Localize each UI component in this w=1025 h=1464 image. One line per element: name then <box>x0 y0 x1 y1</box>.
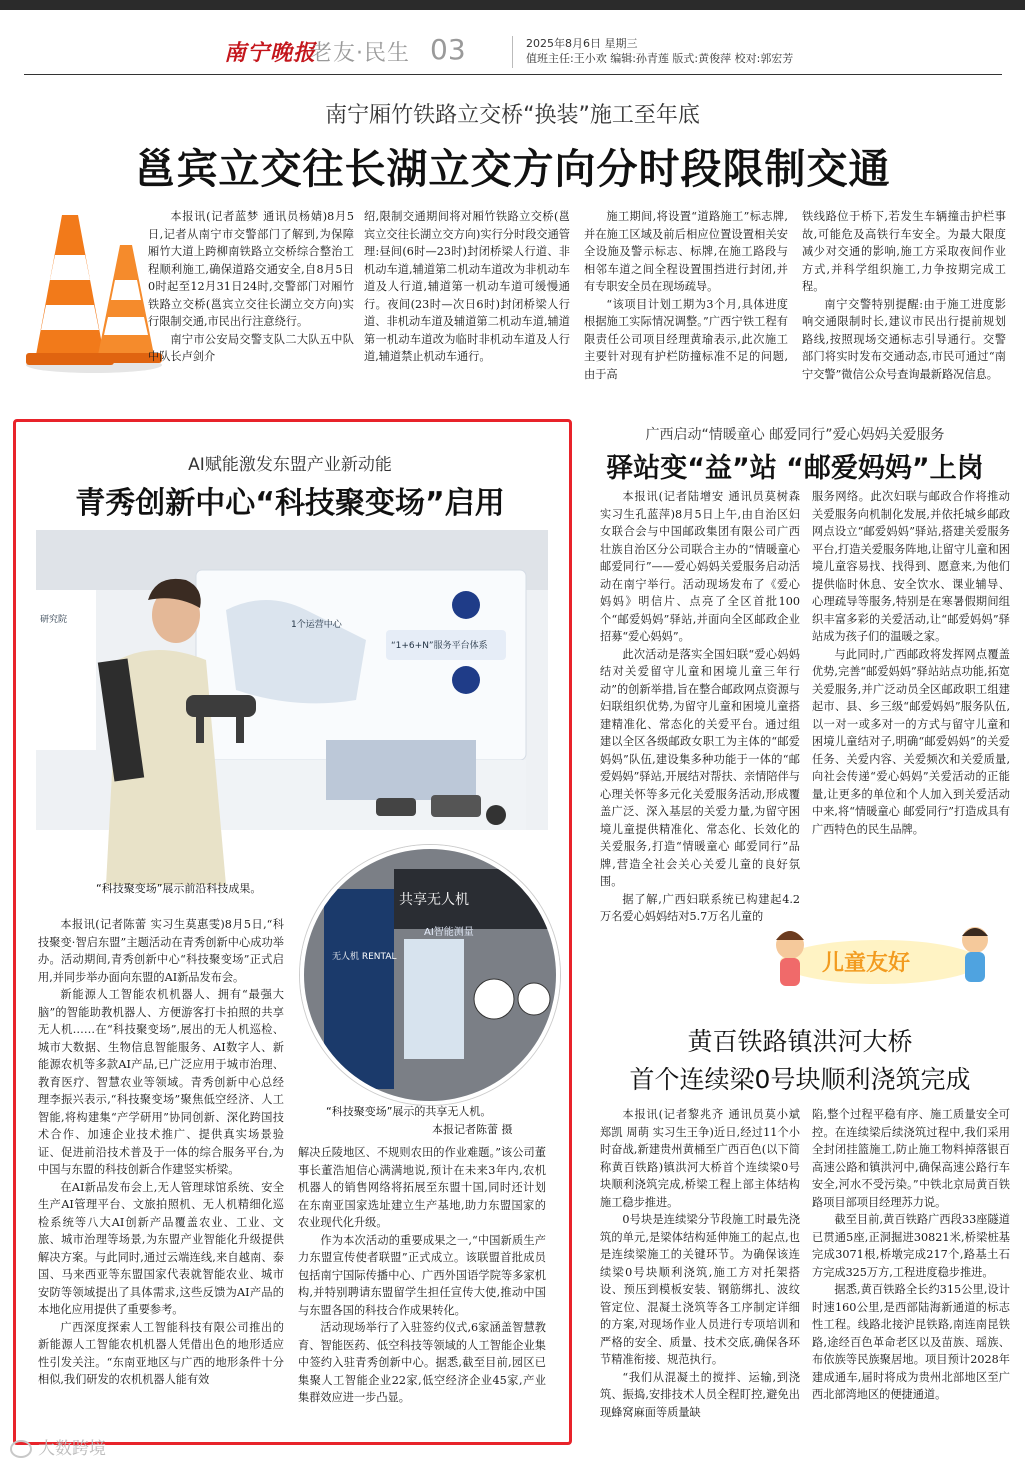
story4-a-p1: 本报讯(记者黎兆齐 通讯员莫小斌 郑凯 周萌 实习生王争)近日,经过11个小时奋战,新建贵州黄桶至广西百色(以下简称黄百铁路)镇洪河大桥首个连续梁0号块顺利浇筑完成,桥梁工程上部主体结构施工稳步推进。 <box>600 1108 800 1209</box>
watermark <box>10 1434 106 1459</box>
masthead-rule <box>24 74 1002 75</box>
drone-side-text: 无人机 RENTAL <box>332 952 397 962</box>
story1-col4 <box>802 208 1006 393</box>
story3-a-p3: 据了解,广西妇联系统已构建起4.2万名爱心妈妈结对5.7万名儿童的 <box>600 892 800 923</box>
children-icon <box>760 910 1000 1010</box>
story1-col1-p2: 南宁市公安局交警支队二大队五中队中队长卢剑介 <box>148 332 354 363</box>
story1-col1-p1: 本报讯(记者蓝梦 通讯员杨婧)8月5日,记者从南宁市交警部门了解到,为保障厢竹大道上跨柳南铁路立交桥综合整治工程顺利施工,确保道路交通安全,自8月5日0时起至12月31日24时,交警部门对厢竹铁路立交桥(邕宾立交往长湖立交方向)实行限制交通,市民出行注意绕行。 <box>148 210 354 328</box>
story3-kicker: 广西启动“情暖童心 邮爱同行”爱心妈妈关爱服务 <box>645 427 945 443</box>
story3-headline: 驿站变“益”站 “邮爱妈妈”上岗 <box>606 453 984 484</box>
story2-kicker: AI赋能激发东盟产业新动能 <box>188 455 392 475</box>
story4-col-a <box>600 1106 800 1442</box>
newspaper-logo: 南宁晚报 <box>224 40 317 66</box>
story4-b-p1: 陷,整个过程平稳有序、施工质量安全可控。在连续梁后续浇筑过程中,我们采用全封闭挂篮施工,防止施工物料掉落银百高速公路和镇洪河中,确保高速公路行车安全,河水不受污染。”中铁北京局黄百铁路项目部项目经理苏力说。 <box>812 1108 1010 1209</box>
masthead-divider <box>512 36 513 68</box>
exhibition-scene <box>36 530 548 885</box>
story4-col-b <box>812 1106 1010 1442</box>
story2-right-p1: 解决丘陵地区、不规则农田的作业难题。”该公司董事长董浩旭信心满满地说,预计在未来3年内,农机机器人的销售网络将拓展至东盟十国,同时还计划在东南亚国家选址建立生产基地,助力东盟国家的农业现代化升级。 <box>298 1146 546 1229</box>
children-friendly-text: 儿童友好 <box>822 951 911 976</box>
story2-right-p2: 作为本次活动的重要成果之一,“中国新质生产力东盟宣传使者联盟”正式成立。该联盟首批成员包括南宁国际传播中心、广西外国语学院等多家机构,并特别聘请东盟留学生担任宣传大使,推动中国与东盟各国的科技合作成果转化。 <box>298 1233 546 1317</box>
story4-headline-line2: 首个连续梁0号块顺利浇筑完成 <box>629 1065 971 1094</box>
story3-col-b <box>812 488 1010 892</box>
story1-col4-p1: 铁线路位于桥下,若发生车辆撞击护栏事故,可能危及高铁行车安全。为最大限度减少对交通的影响,施工方采取夜间作业方式,并科学组织施工,力争按期完成工程。 <box>802 210 1006 293</box>
story3-a-p1: 本报讯(记者陆增安 通讯员莫树森 实习生孔蓝萍)8月5日上午,由自治区妇女联合会与中国邮政集团有限公司广西壮族自治区分公司联合主办的“情暖童心 邮爱同行”——爱心妈妈关爱服务启动活动在南宁举行。活动现场发布了《爱心妈妈》明信片、点亮了全区首批100个“邮爱妈妈”驿站,并面向全区邮政企业招募“爱心妈妈”。 <box>600 490 800 643</box>
drone-box-text: AI智能测量 <box>424 927 474 938</box>
story1-headline: 邕宾立交往长湖立交方向分时段限制交通 <box>134 145 891 193</box>
drone-kiosk-photo <box>300 845 560 1105</box>
story1-col4-p2: 南宁交警特别提醒:由于施工进度影响交通限制时长,建议市民出行提前规划路线,按照现场交通标志引导通行。交警部门将实时发布交通动态,市民可通过“南宁交警”微信公众号查询最新路况信息。 <box>802 297 1006 381</box>
story4-headline-line1: 黄百铁路镇洪河大桥 <box>687 1027 913 1056</box>
masthead-meta <box>526 36 793 66</box>
page-number: 03 <box>430 33 466 66</box>
watermark-text: 大数跨境 <box>38 1439 106 1459</box>
story2-left-p3: 在AI新品发布会上,无人管理球馆系统、安全生产AI管理平台、文旅拍照机、无人机精细化巡检系统等八大AI创新产品覆盖农业、工业、文旅、城市治理等场景,为东盟产业智能化升级提供解决方案。与此同时,通过云端连线,来自越南、泰国、马来西亚等东盟国家代表就智能农业、城市安防等领域提出了具体需求,这些反馈为AI产品的本地化应用提供了重要参考。 <box>38 1180 284 1316</box>
date-line: 2025年8月6日 星期三 <box>526 37 638 50</box>
story2-left-p2: 新能源人工智能农机机器人、拥有“最强大脑”的智能助教机器人、方便游客打卡拍照的共享无人机……在“科技聚变场”,展出的无人机巡检、城市大数据、生物信息智能服务、AI数字人、新能源农机等多款AI产品,已广泛应用于城市治理、教育医疗、智慧农业等领域。青秀创新中心总经理李振兴表示,“科技聚变场”聚焦低空经济、人工智能,将构建集“产学研用”协同创新、深化跨国技术合作、加速企业技术推广、提供真实场景验证、促进前沿技术普及于一体的综合服务平台,为中国与东盟的科技创新合作建竖实桥梁。 <box>38 988 284 1176</box>
drone-kiosk-scene <box>304 849 556 1101</box>
story2-col-right <box>298 1144 546 1430</box>
story1-col3-p1: 施工期间,将设置“道路施工”标志牌,并在施工区域及前后相应位置设置相关安全设施及警示标志、标牌,在施工路段与相邻车道之间全程设置围挡进行封闭,并有专职安全员在现场疏导。 <box>584 210 788 293</box>
story4-b-p3: 据悉,黄百铁路全长约315公里,设计时速160公里,是西部陆海新通道的标志性工程。线路北接沪昆铁路,南连南昆铁路,途经百色革命老区以及苗族、瑶族、布依族等民族聚居地。项目预计2028年建成通车,届时将成为贵州北部地区至广西北部湾地区的便捷通道。 <box>812 1283 1010 1401</box>
story4-b-p2: 截至目前,黄百铁路广西段33座隧道已贯通5座,正洞掘进30821米,桥梁桩基完成3071根,桥墩完成217个,路基土石方完成325万方,工程进度稳步推进。 <box>812 1213 1010 1279</box>
story2-left-p4: 广西深度探索人工智能科技有限公司推出的新能源人工智能农机机器人凭借出色的地形适应性引发关注。“东南亚地区与广西的地形条件十分相似,我们研发的农机机器人能有效 <box>38 1320 284 1386</box>
staff-line: 值班主任:王小欢 编辑:孙青莲 版式:黄俊萍 校对:郭宏芳 <box>526 52 794 65</box>
photo1-caption: “科技聚变场”展示前沿科技成果。 <box>96 882 262 895</box>
display-text-b: “1+6+N”服务平台体系 <box>391 641 488 651</box>
story4-a-p2: 0号块是连续梁分节段施工时最先浇筑的单元,是梁体结构延伸施工的起点,也是连续梁施工的关键环节。为确保该连续梁0号块顺利浇筑,施工方对托架搭设、预压到模板安装、钢筋绑扎、波纹管定位、混凝土浇筑等各工序制定详细的方案,对现场作业人员进行专项培训和严格的安全、质量、技术交底,确保各环节精准衔接、规范执行。 <box>600 1213 800 1366</box>
photo2-caption: “科技聚变场”展示的共享无人机。 <box>326 1105 492 1118</box>
watermark-logo-icon <box>10 1440 32 1458</box>
story2-left-p1: 本报讯(记者陈蕾 实习生莫惠雯)8月5日,“科技聚变·智启东盟”主题活动在青秀创新中心成功举办。活动期间,青秀创新中心“科技聚变场”正式启用,并同步举办面向东盟的AI新品发布会。 <box>38 918 284 984</box>
story3-a-p2: 此次活动是落实全国妇联“爱心妈妈结对关爱留守儿童和困境儿童三年行动”的创新举措,旨在整合邮政网点资源与妇联组织优势,为留守儿童和困境儿童搭建精准化、常态化的关爱平台。通过组建以全区各级邮政女职工为主体的“邮爱妈妈”队伍,建设集多种功能于一体的“邮爱妈妈”驿站,开展结对帮扶、亲情陪伴与心理关怀等多元化关爱服务活动,形成覆盖广泛、深入基层的关爱力量,为留守困境儿童提供精准化、常态化、长效化的关爱服务,打造“情暖童心 邮爱同行”品牌,营造全社会关心关爱儿童的良好氛围。 <box>600 647 800 888</box>
story1-col3 <box>584 208 788 393</box>
photo-credit: 本报记者陈蕾 摄 <box>432 1123 513 1136</box>
children-friendly-illustration <box>760 910 1000 1010</box>
story3-b-p1: 服务网络。此次妇联与邮政合作将推动关爱服务向机制化发展,并依托城乡邮政网点设立“邮爱妈妈”驿站,搭建关爱服务平台,打造关爱服务阵地,让留守儿童和困境儿童容易找、找得到、愿意来,为他们提供临时休息、安全饮水、课业辅导、心理疏导等服务,特别是在寒暑假期间组织丰富多彩的关爱活动,让“邮爱妈妈”驿站成为孩子们的温暖之家。 <box>812 490 1010 643</box>
display-text-a: 1个运营中心 <box>291 620 342 630</box>
story1-col2 <box>364 208 570 393</box>
story1-col3-p2: “该项目计划工期为3个月,具体进度根据施工实际情况调整。”广西宁铁工程有限责任公司项目经理黄瑜表示,此次施工主要针对现有护栏防撞标准不足的问题,由于高 <box>584 297 788 381</box>
exhibition-photo <box>36 530 548 885</box>
story1-col2-p1: 绍,限制交通期间将对厢竹铁路立交桥(邕宾立交往长湖立交方向)实行分时段交通管理:昼间(6时—23时)封闭桥梁人行道、非机动车道,辅道第二机动车道改为非机动车道及人行道,辅道第一机动车道可缓慢通行。夜间(23时—次日6时)封闭桥梁人行道、非机动车道及辅道第二机动车道,辅道第一机动车道改为临时非机动车道及人行道,辅道禁止机动车通行。 <box>364 210 570 363</box>
drone-sign-text: 共享无人机 <box>399 892 469 908</box>
story2-right-p3: 活动现场举行了入驻签约仪式,6家涵盖智慧教育、智能医药、低空科技等领域的人工智能企业集中签约入驻青秀创新中心。据悉,截至目前,园区已集聚人工智能企业22家,低空经济企业45家,产业集群效应进一步凸显。 <box>298 1321 546 1404</box>
display-text-c: 研究院 <box>40 615 68 625</box>
story2-headline: 青秀创新中心“科技聚变场”启用 <box>75 486 505 521</box>
story1-kicker: 南宁厢竹铁路立交桥“换装”施工至年底 <box>325 103 700 128</box>
story2-col-left <box>38 916 284 1432</box>
traffic-cone-illustration <box>22 205 167 375</box>
section-name: 老友·民生 <box>310 41 410 66</box>
story1-col1 <box>148 208 354 393</box>
story4-a-p3: “我们从混凝土的搅拌、运输,到浇筑、振捣,安排技术人员全程盯控,避免出现蜂窝麻面等质量缺 <box>600 1370 800 1419</box>
story3-b-p2: 与此同时,广西邮政将发挥网点覆盖优势,完善“邮爱妈妈”驿站站点功能,拓宽关爱服务,并广泛动员全区邮政职工组建起市、县、乡三级“邮爱妈妈”服务队伍,以一对一或多对一的方式与留守儿童和困境儿童结对子,明确“邮爱妈妈”的关爱任务、关爱内容、关爱频次和关爱质量,向社会传递“爱心妈妈”关爱活动的正能量,让更多的单位和个人加入到关爱活动中来,将“情暖童心 邮爱同行”打造成具有广西特色的民生品牌。 <box>812 647 1010 836</box>
top-bar <box>0 0 1025 10</box>
